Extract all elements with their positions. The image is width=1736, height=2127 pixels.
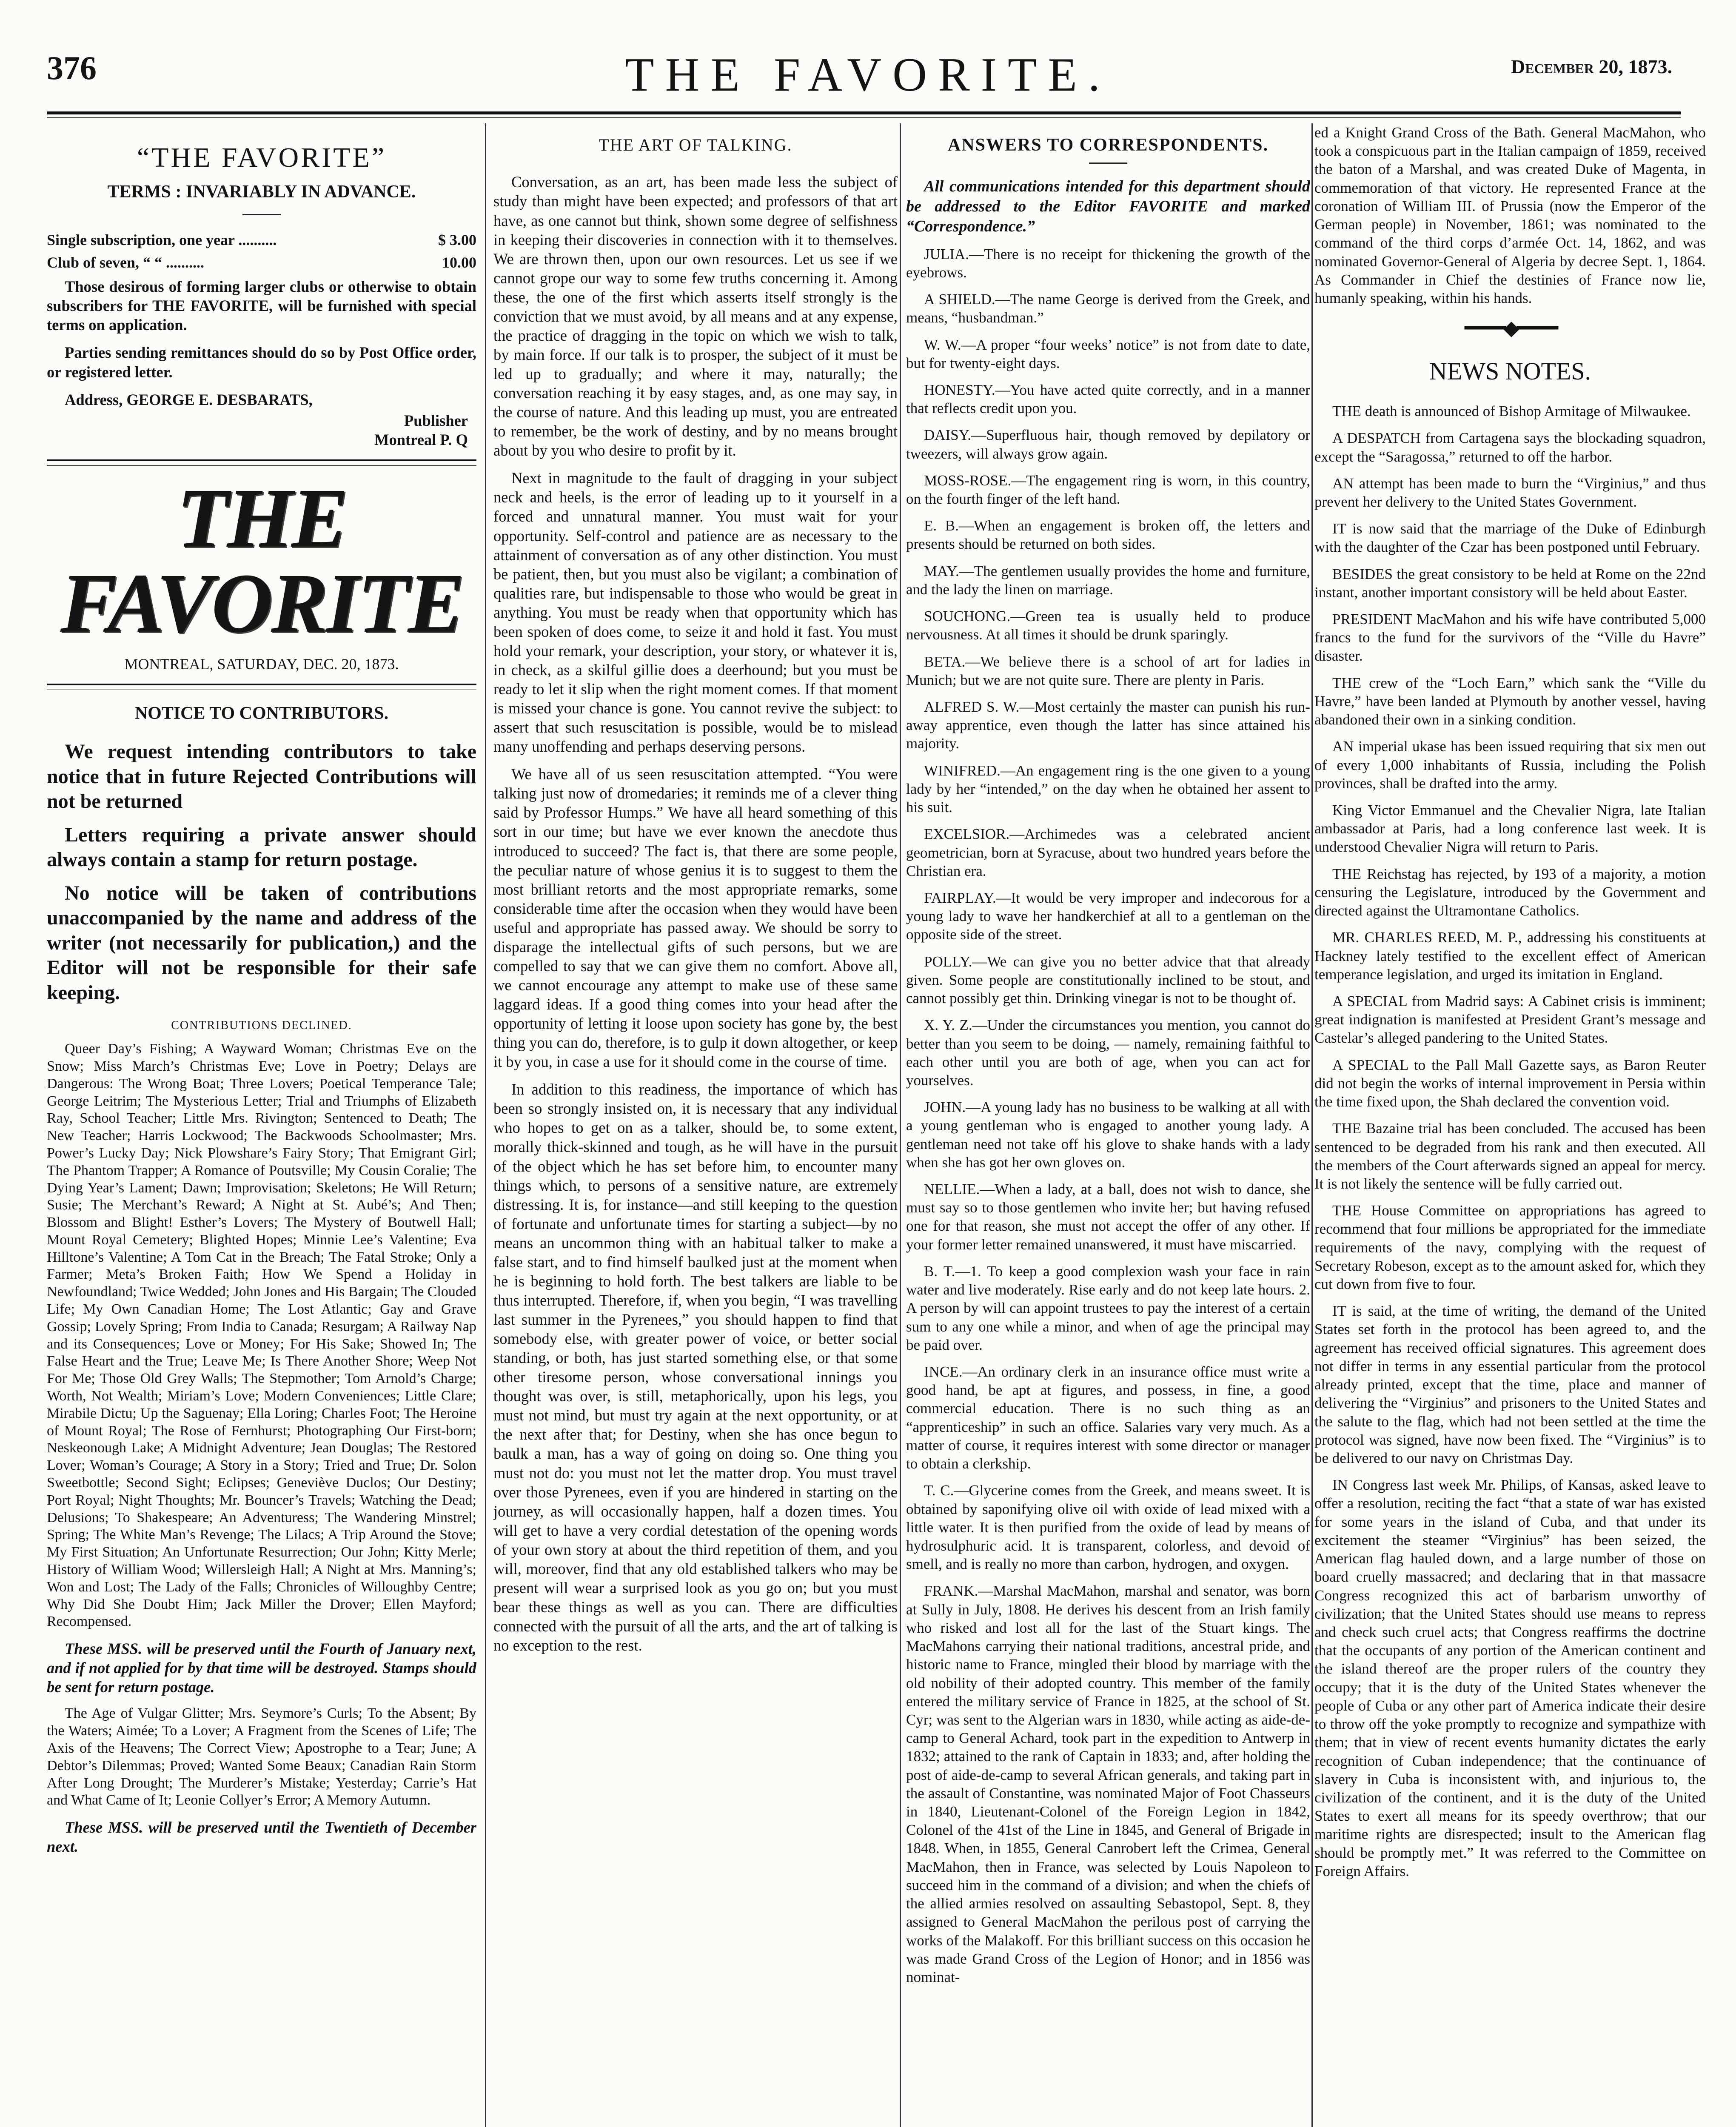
header-rule [47, 111, 1681, 114]
news-note: THE crew of the “Loch Earn,” which sank the “Ville du Havre,” have been landed at Plymouth by another vessel, having abandoned their own in a sinking condition. [1314, 674, 1706, 728]
favorite-heading: “THE FAVORITE” [137, 142, 387, 173]
answer-name: EXCELSIOR. [924, 826, 1010, 843]
answer-item [906, 1180, 1310, 1254]
answer-item [906, 471, 1310, 508]
subscription-label: Single subscription, one year .......... [47, 231, 277, 249]
header-rule-thin [47, 117, 1681, 118]
answer-item [906, 1098, 1310, 1172]
answer-text: —There is no receipt for thickening the growth of the eyebrows. [906, 245, 1310, 281]
answer-item [906, 1582, 1310, 1986]
answer-text: —An ordinary clerk in an insurance office must write a good hand, be apt at figures, and possess, in fine, a good commercial education. There is no such thing as an “apprenticeship” in such an office. Salaries vary very much. As a matter of course, it requires interest with some director or manager to obtain a clerkship. [906, 1363, 1310, 1472]
publisher-label: Publisher [404, 411, 468, 429]
news-note: THE Reichstag has rejected, by 193 of a majority, a motion censuring the Legislature, introduced by the Government and directed against the Ultramontane Catholics. [1314, 865, 1706, 919]
column-subscription-notices [47, 123, 476, 2127]
answer-name: X. Y. Z. [924, 1017, 972, 1034]
answer-name: DAISY. [924, 427, 972, 444]
answer-item [906, 1481, 1310, 1573]
newspaper-title: THE FAVORITE. [625, 48, 1111, 101]
answer-name: MOSS-ROSE. [924, 472, 1012, 489]
answer-name: JULIA. [924, 245, 969, 262]
answer-text: —When an engagement is broken off, the letters and presents should be returned on both sides. [906, 517, 1310, 553]
terms-heading: TERMS : INVARIABLY IN ADVANCE. [107, 182, 416, 202]
answer-name: HONESTY. [924, 381, 995, 398]
answer-text: —Archimedes was a celebrated ancient geometrician, born at Syracuse, about two hundred years before the Christian era. [906, 826, 1310, 879]
news-note: PRESIDENT MacMahon and his wife have contributed 5,000 francs to the fund for the survivors of the “Ville du Havre” disaster. [1314, 611, 1706, 664]
masthead-logo: THE FAVORITE [60, 471, 463, 650]
answer-item [906, 952, 1310, 1008]
answer-text: —1. To keep a good complexion wash your face in rain water and live moderately. Rise early and do not keep late hours. 2. A person by will can appoint trustees to pay the interest of a certain sum to any one while a minor, and when of age the principal may be paid over. [906, 1263, 1310, 1353]
answer-name: E. B. [924, 517, 959, 534]
notice-paragraph: We request intending contributors to take notice that in future Rejected Contributions will not be returned [47, 740, 476, 813]
column-divider [1311, 123, 1313, 2127]
answer-text: —You have acted quite correctly, and in a manner that reflects credit upon you. [906, 381, 1310, 417]
news-note: IN Congress last week Mr. Philips, of Kansas, asked leave to offer a resolution, reciting the fact “that a state of war has existed for some years in the island of Cuba, and that under its excitement the steamer “Virginius” has been seized, the American flag hauled down, and a large number of those on board cruelly massacred; and declaring that in that massacre Congress recognized this act of barbarism unworthy of civilization; that the United States should use means to repress and check such cruel acts; that Congress reaffirms the doctrine that the occupants of any portion of the American continent and the island thereof are the proper rulers of the country they occupy; that it is the duty of the United States whenever the people of Cuba or any other part of America indicate their desire to throw off the yoke promptly to recognize and sympathize with them; that in view of recent events humanity dictates the early recognition of Cuban independence; that the continuance of slavery in Cuba is inconsistent with, and injurious to, the civilization of the continent, and it is the duty of the United States to exert all means for its speedy overthrow; that our maritime rights are disrespected; insult to the American flag should be promptly met.” It was referred to the Committee on Foreign Affairs. [1314, 1477, 1706, 1879]
article-title: THE ART OF TALKING. [599, 135, 792, 154]
answer-name: A SHIELD. [924, 291, 995, 308]
terms-paragraph: Parties sending remittances should do so by Post Office order, or registered letter. [47, 344, 476, 381]
answers-list [906, 245, 1310, 1987]
news-note: MR. CHARLES REED, M. P., addressing his constituents at Hackney lately testified to the excellent effect of American temperance legislation, and urged its imitation in England. [1314, 929, 1706, 983]
subscription-label: Club of seven, “ “ .......... [47, 254, 205, 271]
news-note: AN imperial ukase has been issued requiring that six men out of every 1,000 inhabitants of Russia, including the Polish provinces, shall be drafted into the army. [1314, 738, 1706, 792]
news-note: A SPECIAL from Madrid says: A Cabinet crisis is imminent; great indignation is manifested at President Grant’s message and Castelar’s alleged pandering to the United States. [1314, 992, 1706, 1046]
subscription-price: $ 3.00 [438, 231, 476, 249]
answer-item [906, 245, 1310, 282]
dateline: MONTREAL, SATURDAY, DEC. 20, 1873. [124, 655, 399, 673]
issue-date: December 20, 1873. [1511, 56, 1672, 77]
preserved-note: These MSS. will be preserved until the Fourth of January next, and if not applied for by that time will be destroyed. Stamps should be sent for return postage. [47, 1640, 476, 1696]
column-divider [900, 123, 901, 2127]
terms-paragraph: Those desirous of forming larger clubs or otherwise to obtain subscribers for THE FAVORITE, will be furnished with special terms on application. [47, 278, 476, 334]
answer-item [906, 761, 1310, 817]
answer-text: —We believe there is a school of art for ladies in Munich; but we are not quite sure. There are plenty in Paris. [906, 653, 1310, 688]
answer-item [906, 698, 1310, 753]
article-paragraph: In addition to this readiness, the importance of which has been so strongly insisted on, it is necessary that any individual who hopes to get on as a talker, should be, to some extent, morally thick-skinned and tough, as he will have in the pursuit of the object which he has set before him, to encounter many things which, to persons of a sensitive nature, are extremely distressing. It is, for instance—and still keeping to the question of fortunate and unfortunate times for starting a subject—by no means an uncommon thing with an habitual talker to make a false start, and to find himself baulked just at the moment when he is beginning to hold forth. The best talkers are liable to be thus interrupted. Therefore, if, when you begin, “I was travelling last summer in the Pyrenees,” you should happen to find that somebody else, with greater power of voice, or better social standing, or both, has just started something else, or that some other tiresome person, whose conversational innings you thought was over, is still, metaphorically, upon his legs, you must not mind, but must try again at the next opportunity, or at the next after that; for Destiny, when she has once begun to baulk a man, has a way of going on doing so. One thing you must not do: you must not let the matter drop. You must travel over those Pyrenees, even if you are hindered in starting on the journey, as will occasionally happen, half a dozen times. You will get to have a very cordial detestation of the opening words of your own story at about the third repetition of them, and you will, moreover, find that any old established talkers who may be present will wear a surprised look as you go on; but you must bear these things as well as you can. There are difficulties connected with the pursuit of all the arts, and the art of talking is no exception to the rest. [493, 1081, 898, 1654]
column-answers [906, 123, 1310, 2127]
answer-text: —Marshal MacMahon, marshal and senator, was born at Sully in July, 1808. He derives his descent from an Irish family who risked and lost all for the last of the Stuart kings. The MacMahons carrying their national traditions, ancestral pride, and historic name to France, mingled their blood by marriage with the old nobility of their adopted country. This member of the family entered the military service of France in 1825, at the school of St. Cyr; was sent to the Algerian wars in 1830, while acting as aide-de-camp to General Achard, took part in the expedition to Antwerp in 1832; attained to the rank of Captain in 1833; and, after holding the post of aide-de-camp to several African generals, and taking part in the assault of Constantine, was nominated Major of Foot Chasseurs in 1840, Lieutenant-Colonel of the Foreign Legion in 1842, Colonel of the 41st of the Line in 1845, and General of Brigade in 1848. When, in 1855, General Canrobert left the Crimea, General MacMahon, then in France, was selected by Louis Napoleon to succeed him in the command of a division; and when the chiefs of the allied armies resolved on assaulting Sebastopol, Sept. 8, they assigned to General MacMahon the perilous post of carrying the works of the Malakoff. For this brilliant success on this occasion he was made Grand Cross of the Legion of Honor; and in 1856 was nominat- [906, 1582, 1310, 1985]
answer-name: ALFRED S. W. [924, 699, 1020, 715]
answer-name: MAY. [924, 562, 959, 579]
news-note: THE Bazaine trial has been concluded. The accused has been sentenced to be degraded from his rank and then executed. All the members of the Court afterwards signed an appeal for mercy. It is not likely the sentence will be fully carried out. [1314, 1120, 1706, 1192]
answer-text: —We can give you no better advice that that already given. Some people are constitutionally inclined to be stout, and cannot possibly get thin. Drinking vinegar is not to be thought of. [906, 953, 1310, 1007]
answer-name: B. T. [924, 1263, 955, 1280]
place-label: Montreal P. Q [374, 431, 468, 448]
subscription-line [47, 253, 476, 272]
answer-name: POLLY. [924, 953, 972, 970]
answer-text: —It would be very improper and indecorous for a young lady to wave her handkerchief at all to a gentleman on the opposite side of the street. [906, 889, 1310, 943]
answer-name: FAIRPLAY. [924, 889, 996, 906]
answer-name: T. C. [924, 1482, 954, 1499]
answer-name: BETA. [924, 653, 966, 670]
article-paragraph: Conversation, as an art, has been made less the subject of study than might have been expected; and professors of that art have, as one cannot but think, shown some degree of selfishness in keeping their discoveries in connection with it to themselves. We are thrown then, upon our own resources. Let us see if we cannot grope our way to some few truths concerning it. Among these, the one of the first which asserts itself strongly is the conviction that we must avoid, by all means and at any expense, the practice of dragging in the topic on which we wish to talk, by main force. If our talk is to prosper, the subject of it must be led up to gradually; and where it may, naturally; the conversation reaching it by easy stages, and, as one may say, in the course of nature. And this leading up must, you are entreated to remember, be the work of destiny, and by no means brought about by you who desire to profit by it. [493, 173, 898, 459]
answer-text: —Glycerine comes from the Greek, and means sweet. It is obtained by saponifying olive oil with oxide of lead mixed with a little water. It is then purified from the oxide of lead by means of hydrosulphuric acid. It is transparent, colorless, and devoid of smell, and is really no more than carbon, hydrogen, and oxygen. [906, 1482, 1310, 1573]
news-note: THE death is announced of Bishop Armitage of Milwaukee. [1332, 403, 1691, 420]
answer-item [906, 381, 1310, 417]
continuation-paragraph: ed a Knight Grand Cross of the Bath. General MacMahon, who took a conspicuous part in the Italian campaign of 1859, received the baton of a Marshal, and was created Duke of Magenta, in commemoration of that victory. He represented France at the coronation of William III. of Prussia (now the Emperor of the German people) in November, 1861; was nominated to the command of the third corps d’armée Oct. 14, 1862, and was nominated Governor-General of Algeria by decree Sept. 1, 1864. As Commander in Chief the destinies of France now lie, humanly speaking, within his hands. [1314, 124, 1706, 306]
subscription-line [47, 231, 476, 249]
answers-title: ANSWERS TO CORRESPONDENTS. [947, 135, 1269, 155]
declined-list: Queer Day’s Fishing; A Wayward Woman; Christmas Eve on the Snow; Miss March’s Christmas Eve; Love in Poetry; Delays are Dangerous: The Wrong Boat; Three Lovers; Poetical Temperance Tale; George Leitrim; The Mysterious Letter; Trial and Triumphs of Elizabeth Ray, School Teacher; Little Mrs. Rivington; Sentenced to Death; The New Teacher; Harris Lockwood; The Backwoods Schoolmaster; Mrs. Power’s Lucky Day; Nick Plowshare’s Fairy Story; That Emigrant Girl; The Phantom Trapper; A Romance of Poutsville; My Cousin Coralie; The Dying Year’s Lament; Dawn; Improvisation; Skeletons; He Will Return; Susie; The Merchant’s Reward; A Night at St. Aubé’s; And Then; Blossom and Blight! Esther’s Lovers; The Mystery of Boutwell Hall; Mount Royal Cemetery; Blighted Hopes; Minnie Lee’s Valentine; Eva Hilltone’s Valentine; A Tom Cat in the Breach; The Fatal Stroke; Only a Farmer; Meta’s Broken Faith; How We Spend a Holiday in Newfoundland; Twice Wedded; John Jones and His Bargain; The Clouded Life; My Own Canadian Home; The Lost Atlantic; Gay and Grave Gossip; Lovely Spring; From India to Canada; Resurgam; A Railway Nap and its Consequences; Love or Money; For His Sake; Showed In; The False Heart and the True; Leave Me; Is There Another Shore; Weep Not For Me; Those Old Grey Walls; The Stepmother; Tom Arnold’s Charge; Worth, Not Wealth; Miriam’s Love; Modern Conveniences; Little Clare; Mirabile Dictu; Up the Saguenay; Ella Loring; Charles Foot; The Heroine of Mount Royal; The Rose of Fernhurst; Photographing Our First-born; Neskeonough Lake; A Midnight Adventure; Jean Douglas; The Restored Lover; Woman’s Courage; A Story in a Story; Tried and True; Dr. Solon Sweetbottle; Second Sight; Eclipses; Geneviève Duclos; Our Destiny; Port Royal; Night Thoughts; Mr. Bouncer’s Travels; Watching the Dead; Delusions; To Shakespeare; An Adventuress; The Wandering Minstrel; Spring; The White Man’s Revenge; The Lilacs; A Trip Around the Stove; My First Situation; An Unfortunate Resurrection; Our John; Kitty Merle; History of William Wood; Willersleigh Hall; A Night at Mrs. Manning’s; Won and Lost; The Lady of the Falls; Chronicles of Willoughby Centre; Why Did She Doubt Him; Jack Miller the Drover; Ellen Mayford; Recompensed. [47, 1041, 476, 1630]
column-divider [485, 123, 486, 2127]
answer-name: FRANK. [924, 1582, 978, 1600]
answer-item [906, 290, 1310, 327]
answer-text: —Under the circumstances you mention, you cannot do better than you seem to be doing, — namely, remaining faithful to each other until you are both of age, when you can act for yourselves. [906, 1017, 1310, 1089]
news-note: THE House Committee on appropriations has agreed to recommend that four millions be appropriated for the immediate requirements of the navy, complying with the request of Secretary Robeson, except as to the amount asked for, which they cut down from five to four. [1314, 1202, 1706, 1293]
article-paragraph: Next in magnitude to the fault of dragging in your subject neck and heels, is the error of leading up to it yourself in a forced and unnatural manner. You must wait for your opportunity. Self-control and patience are as necessary to the attainment of conversation as of any other distinction. You must be patient, then, but you must also be vigilant; a combination of qualities rare, but indispensable to those who would be great in anything. You must be ready when that opportunity which has been spoken of does come, to seize it and hold it fast. You must hold your remark, your description, your story, or whatever it is, in check, as a skilful gillie does a deerhound; but you must be ready to let it slip when the right moment comes. If that moment is missed your chance is gone. You cannot revive the subject: to assert that such resuscitation is possible, would be to mislead many unoffending and perhaps deserving persons. [493, 469, 898, 756]
address-line: Address, GEORGE E. DESBARATS, [65, 391, 313, 408]
news-note: King Victor Emmanuel and the Chevalier Nigra, late Italian ambassador at Paris, had a long conference last week. It is understood Chevalier Nigra will return to Paris. [1314, 802, 1706, 855]
answer-text: —Green tea is usually held to produce nervousness. At all times it should be drunk sparingly. [906, 608, 1310, 643]
answer-item [906, 516, 1310, 553]
column-art-of-talking [493, 123, 898, 2127]
answer-text: —Superfluous hair, though removed by depilatory or tweezers, will always grow again. [906, 427, 1310, 462]
answer-item [906, 825, 1310, 880]
answer-item [906, 889, 1310, 944]
short-rule [1089, 163, 1127, 164]
notice-title: NOTICE TO CONTRIBUTORS. [134, 704, 389, 724]
answers-intro: All communications intended for this department should be addressed to the Editor FAVORITE and marked “Correspondence.” [906, 177, 1310, 235]
article-paragraph: We have all of us seen resuscitation attempted. “You were talking just now of dromedaries; it reminds me of a clever thing said by Professor Humps.” We have all heard something of this sort in our time; but have we ever known the anecdote thus introduced to succeed? The fact is, that there are some people, the peculiar nature of whose genius it is to suggest to them the most brilliant retorts and the most appropriate remarks, some considerable time after the occasion when they would have been useful and appropriate has passed away. We should be sorry to disparage the intellectual gifts of such persons, but we are compelled to say that we can give them no comfort. Above all, we cannot encourage any attempt to make use of these same laggard ideas. If a good thing comes into your head after the opportunity of letting it loose upon society has gone by, the best thing you can do, therefore, is to gulp it down altogether, or keep it by you, in case a use for it should come in the course of time. [493, 765, 898, 1071]
answer-text: —A young lady has no business to be walking at all with a young gentleman who is engaged to another young lady. A gentleman need not take off his glove to shake hands with a lady when she has got her own gloves on. [906, 1099, 1310, 1171]
answer-text: —An engagement ring is the one given to a young lady by her “intended,” on the day when he obtained her assent to his suit. [906, 762, 1310, 816]
answer-item [906, 607, 1310, 644]
double-rule [47, 459, 476, 466]
column-news [1314, 123, 1706, 2127]
news-note: AN attempt has been made to burn the “Virginius,” and thus prevent her delivery to the United States Government. [1314, 475, 1706, 510]
answer-item [906, 1016, 1310, 1089]
answer-name: SOUCHONG. [924, 608, 1011, 625]
answer-item [906, 336, 1310, 372]
answer-item [906, 1363, 1310, 1473]
answer-item [906, 1262, 1310, 1354]
news-note: BESIDES the great consistory to be held at Rome on the 22nd instant, another important consistory will be held about Easter. [1314, 565, 1706, 601]
notice-paragraph: No notice will be taken of contributions unaccompanied by the name and address of the writer (not necessarily for publication,) and the Editor will not be responsible for their safe keeping. [47, 881, 476, 1004]
answer-text: —When a lady, at a ball, does not wish to dance, she must say so to those gentlemen who invite her; but having refused one for that reason, she must not accept the offer of any other. If your former letter remained unanswered, it must have miscarried. [906, 1181, 1310, 1253]
answer-name: W. W. [924, 336, 961, 353]
answer-item [906, 653, 1310, 689]
answer-name: WINIFRED. [924, 762, 1001, 779]
declined-heading: CONTRIBUTIONS DECLINED. [171, 1018, 352, 1032]
answer-name: NELLIE. [924, 1181, 980, 1198]
answer-text: —The name George is derived from the Greek, and means, “husbandman.” [906, 291, 1310, 326]
answer-item [906, 562, 1310, 599]
preserved-note-2: These MSS. will be preserved until the Twentieth of December next. [47, 1819, 476, 1856]
answer-name: JOHN. [924, 1099, 966, 1116]
news-note: IT is now said that the marriage of the Duke of Edinburgh with the daughter of the Czar has been postponed until February. [1314, 520, 1706, 556]
news-note: IT is said, at the time of writing, the demand of the United States set forth in the protocol has been agreed to, and the agreement has received official signatures. This agreement does not differ in terms in any essential particular from the protocol already printed, except that the time, place and manner of delivering the “Virginius” and prisoners to the United States and the salute to the flag, which had not been settled at the time the protocol was signed, have now been fixed. The “Virginius” is to be delivered to our navy on Christmas Day. [1314, 1303, 1706, 1467]
double-rule [47, 684, 476, 690]
answer-text: —A proper “four weeks’ notice” is not from date to date, but for twenty-eight days. [906, 336, 1310, 371]
news-title: NEWS NOTES. [1429, 357, 1591, 385]
answer-item [906, 426, 1310, 462]
answer-text: —The engagement ring is worn, in this country, on the fourth finger of the left hand. [906, 472, 1310, 508]
ornament-divider: ━━━━◆━━━━ [1464, 317, 1556, 340]
news-note: A DESPATCH from Cartagena says the blockading squadron, except the “Saragossa,” returned to off the harbor. [1314, 430, 1706, 465]
answer-text: —The gentlemen usually provides the home and furniture, and the lady the linen on marriage. [906, 562, 1310, 598]
answer-text: —Most certainly the master can punish his run-away apprentice, even though the latter has since attained his majority. [906, 699, 1310, 752]
subscription-price: 10.00 [442, 254, 476, 271]
declined-list-2: The Age of Vulgar Glitter; Mrs. Seymore’s Curls; To the Absent; By the Waters; Aimée; To a Lover; A Fragment from the Scenes of Life; The Axis of the Heavens; The Correct View; Apostrophe to a Tear; June; A Debtor’s Dilemmas; Proved; Wanted Some Beaux; Canadian Rain Storm After Long Drought; The Murderer’s Mistake; Yesterday; Carrie’s Hat and What Came of It; Leonie Collyer’s Error; A Memory Autumn. [47, 1705, 476, 1808]
page-number: 376 [47, 49, 97, 86]
news-note: A SPECIAL to the Pall Mall Gazette says, as Baron Reuter did not begin the works of internal improvement in Persia within the time fixed upon, the Shah declared the convention void. [1314, 1056, 1706, 1110]
short-rule [242, 214, 281, 215]
news-list [1314, 402, 1706, 1880]
notice-paragraph: Letters requiring a private answer should always contain a stamp for return postage. [47, 823, 476, 871]
answer-name: INCE. [924, 1363, 963, 1380]
